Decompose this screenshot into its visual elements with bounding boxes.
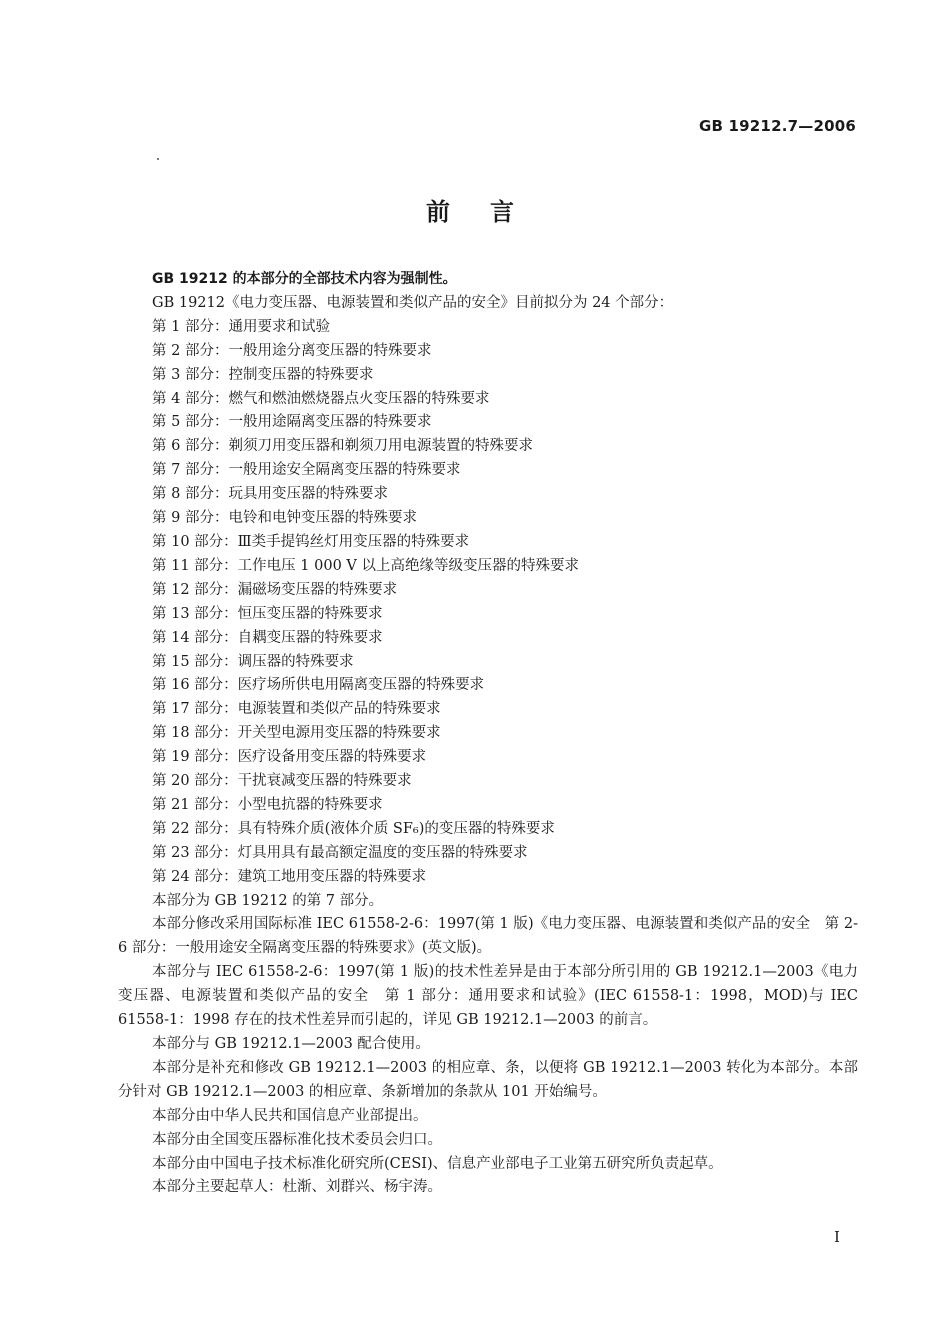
part-item: 第 7 部分：一般用途安全隔离变压器的特殊要求 [152,462,461,479]
part-item: 第 3 部分：控制变压器的特殊要求 [152,366,374,383]
part-item: 第 24 部分：建筑工地用变压器的特殊要求 [152,868,427,885]
paragraph-part-number: 本部分为 GB 19212 的第 7 部分。 [152,892,384,909]
part-item: 第 4 部分：燃气和燃油燃烧器点火变压器的特殊要求 [152,390,490,407]
parts-list [118,316,858,890]
part-item: 第 22 部分：具有特殊介质(液体介质 SF₆)的变压器的特殊要求 [152,820,555,837]
paragraph-committee: 本部分由全国变压器标准化技术委员会归口。 [152,1131,442,1148]
part-item: 第 6 部分：剃须刀用变压器和剃须刀用电源装置的特殊要求 [152,438,533,455]
part-item: 第 12 部分：漏磁场变压器的特殊要求 [152,581,398,598]
part-item: 第 11 部分：工作电压 1 000 V 以上高绝缘等级变压器的特殊要求 [152,557,579,574]
part-item: 第 15 部分：调压器的特殊要求 [152,653,354,670]
paragraph-adoption: 本部分修改采用国际标准 IEC 61558-2-6：1997(第 1 版)《电力变压器、电源装置和类似产品的安全 第 2-6 部分：一般用途安全隔离变压器的特殊要求》(英文版)。 [118,916,858,957]
page-title: 前言 [426,198,554,226]
part-item: 第 9 部分：电铃和电钟变压器的特殊要求 [152,510,417,527]
paragraph-proposer: 本部分由中华人民共和国信息产业部提出。 [152,1107,428,1124]
document-body [118,268,858,1200]
paragraph-drafters: 本部分主要起草人：杜渐、刘群兴、杨宇涛。 [152,1179,442,1196]
mandatory-statement: GB 19212 的本部分的全部技术内容为强制性。 [152,271,457,287]
paragraph-differences: 本部分与 IEC 61558-2-6：1997(第 1 版)的技术性差异是由于本部分所引用的 GB 19212.1—2003《电力变压器、电源装置和类似产品的安全 第 1 部分：通用要求和试验》(IEC 61558-1：1998，MOD)与 IEC 61558-1：1998 存在的技术性差异而引起的，详见 GB 19212.1—2003 的前言。 [118,964,858,1029]
part-item: 第 16 部分：医疗场所供电用隔离变压器的特殊要求 [152,677,485,694]
part-item: 第 2 部分：一般用途分离变压器的特殊要求 [152,342,432,359]
standard-code: GB 19212.7—2006 [698,117,856,135]
part-item: 第 17 部分：电源装置和类似产品的特殊要求 [152,701,441,718]
series-statement: GB 19212《电力变压器、电源装置和类似产品的安全》目前拟分为 24 个部分： [152,294,674,311]
paragraph-drafting-org: 本部分由中国电子技术标准化研究所(CESI)、信息产业部电子工业第五研究所负责起草。 [152,1155,723,1172]
part-item: 第 21 部分：小型电抗器的特殊要求 [152,796,383,813]
scan-speck [157,158,159,160]
part-item: 第 23 部分：灯具用具有最高额定温度的变压器的特殊要求 [152,844,528,861]
paragraph-supplement: 本部分是补充和修改 GB 19212.1—2003 的相应章、条，以便将 GB 19212.1—2003 转化为本部分。本部分针对 GB 19212.1—2003 的相应章、条新增加的条款从 101 开始编号。 [118,1059,858,1100]
part-item: 第 13 部分：恒压变压器的特殊要求 [152,605,383,622]
part-item: 第 14 部分：自耦变压器的特殊要求 [152,629,383,646]
part-item: 第 5 部分：一般用途隔离变压器的特殊要求 [152,414,432,431]
part-item: 第 19 部分：医疗设备用变压器的特殊要求 [152,749,427,766]
part-item: 第 8 部分：玩具用变压器的特殊要求 [152,486,388,503]
page-number: Ⅰ [834,1228,840,1246]
part-item: 第 18 部分：开关型电源用变压器的特殊要求 [152,725,441,742]
part-item: 第 1 部分：通用要求和试验 [152,318,330,335]
part-item: 第 10 部分：Ⅲ类手提钨丝灯用变压器的特殊要求 [152,533,470,550]
part-item: 第 20 部分：干扰衰减变压器的特殊要求 [152,773,412,790]
paragraph-usage: 本部分与 GB 19212.1—2003 配合使用。 [152,1036,430,1052]
